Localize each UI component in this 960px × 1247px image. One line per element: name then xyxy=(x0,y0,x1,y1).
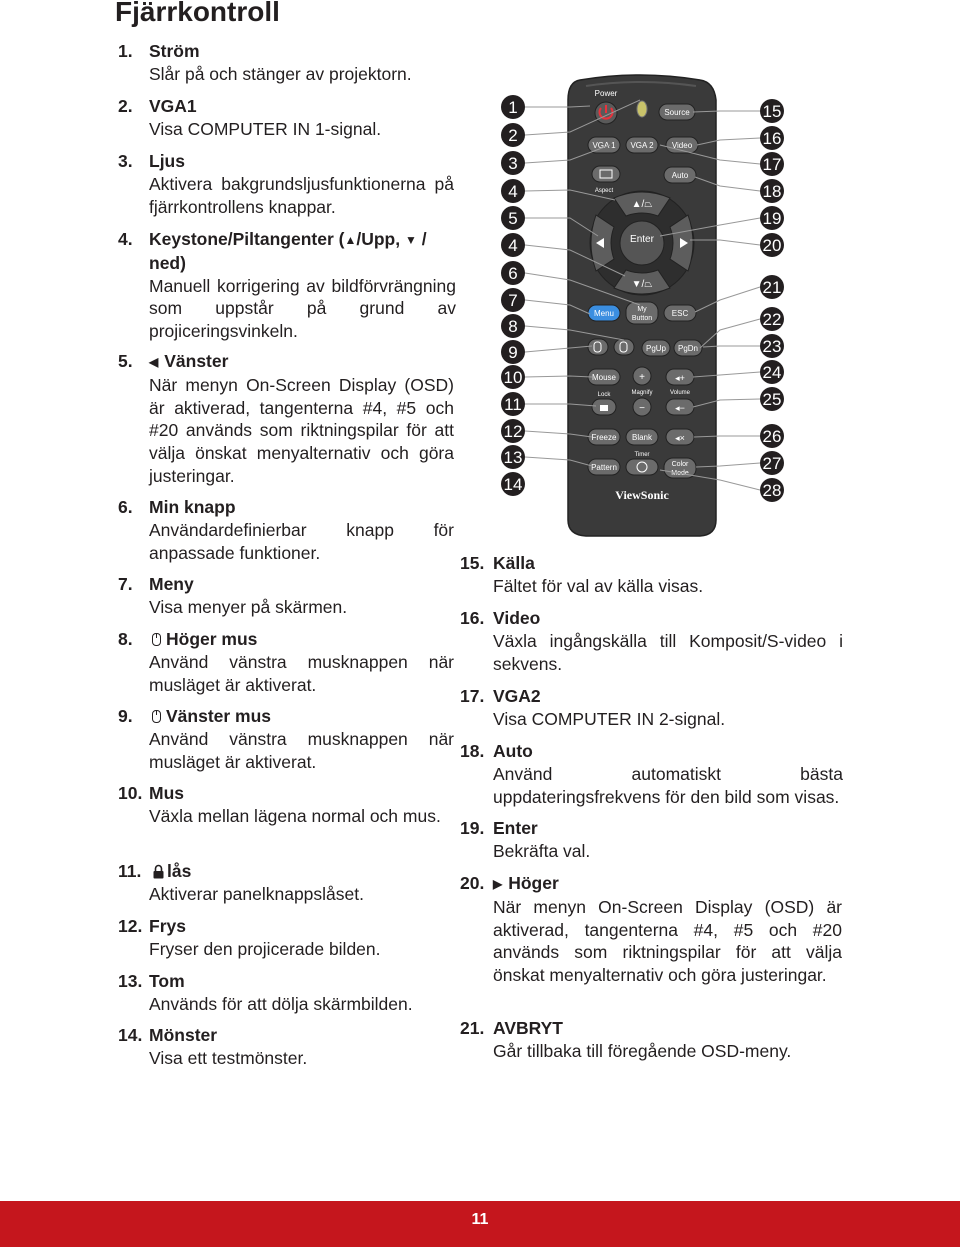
item-number: 1. xyxy=(118,41,133,61)
color-mode-label-2: Mode xyxy=(671,470,689,477)
item-6 xyxy=(118,496,458,564)
item-5 xyxy=(118,350,458,488)
item-number: 2. xyxy=(118,96,133,116)
item-number: 7. xyxy=(118,574,133,594)
callout-right-number: 24 xyxy=(762,363,782,382)
vga2-label: VGA 2 xyxy=(630,141,654,150)
item-number: 9. xyxy=(118,706,133,726)
item-title: Frys xyxy=(149,916,186,936)
power-label: Power xyxy=(594,89,618,98)
item-title: Min knapp xyxy=(149,497,236,517)
item-title-part: /Upp, xyxy=(356,229,405,249)
item-21 xyxy=(460,1017,850,1063)
item-title: VGA1 xyxy=(149,96,197,116)
item-number: 6. xyxy=(118,497,133,517)
item-14 xyxy=(118,1024,458,1070)
callout-left-number: 11 xyxy=(504,395,522,414)
item-19 xyxy=(460,817,850,863)
callout-right-number: 21 xyxy=(762,278,782,297)
callout-left-number: 7 xyxy=(508,291,518,310)
callout-right-number: 19 xyxy=(762,209,782,228)
item-desc: Visa ett testmönster. xyxy=(149,1047,308,1068)
callout-right-number: 23 xyxy=(762,337,782,356)
item-number: 4. xyxy=(118,229,133,249)
page-title: Fjärrkontroll xyxy=(115,0,280,27)
item-3 xyxy=(118,150,458,218)
callout-right-number: 25 xyxy=(762,390,782,409)
pgdn-label: PgDn xyxy=(677,344,699,353)
item-desc: Växla ingångskälla till Komposit/S-video i sekvens. xyxy=(493,630,843,674)
item-10 xyxy=(118,782,458,828)
item-desc: När menyn On-Screen Display (OSD) är aktiverad, tangenterna #4, #5 och #20 används som riktningspilar för att välja önskat menyalternativ och göra justeringar. xyxy=(493,896,842,986)
item-title: Enter xyxy=(493,818,538,838)
mute-icon: ◂× xyxy=(675,433,685,443)
mouse-right-icon xyxy=(152,633,161,646)
item-title: Auto xyxy=(493,741,533,761)
item-title: Video xyxy=(493,608,541,628)
item-title: Ljus xyxy=(149,151,185,171)
callout-left-number: 6 xyxy=(508,264,518,283)
freeze-label: Freeze xyxy=(591,433,617,442)
magnify-plus-icon: + xyxy=(639,372,645,383)
item-16 xyxy=(460,607,850,675)
callout-right-number: 28 xyxy=(762,481,782,500)
triangle-left-icon: ◀ xyxy=(149,355,159,369)
blank-label: Blank xyxy=(631,433,653,442)
volume-down-icon: ◂− xyxy=(675,403,685,413)
callout-left-number: 1 xyxy=(508,98,518,117)
mouse-label: Mouse xyxy=(591,373,617,382)
item-title: Mönster xyxy=(149,1025,218,1045)
brand-logo: ViewSonic xyxy=(615,488,669,502)
item-desc: Använd vänstra musknappen när musläget är aktiverat. xyxy=(149,728,454,772)
item-title-part: Keystone/Piltangenter ( xyxy=(149,229,345,249)
item-title: Mus xyxy=(149,783,184,803)
item-number: 8. xyxy=(118,629,133,649)
callout-left-number: 4 xyxy=(508,236,518,255)
item-title: Vänster xyxy=(164,351,229,371)
esc-label: ESC xyxy=(671,309,689,318)
mouse-left-button xyxy=(588,339,608,355)
aspect-button xyxy=(592,166,620,182)
item-desc: Visa COMPUTER IN 2-signal. xyxy=(493,708,726,729)
right-callouts xyxy=(760,99,784,502)
item-desc: Manuell korrigering av bildförvrängning som uppstår på grund av projiceringsvinkeln. xyxy=(149,275,456,342)
callout-left-number: 9 xyxy=(508,343,518,362)
callout-right-number: 22 xyxy=(762,310,782,329)
item-number: 13. xyxy=(118,971,143,991)
left-callouts xyxy=(501,95,525,496)
item-number: 17. xyxy=(460,686,485,706)
mouse-left-icon xyxy=(152,710,161,723)
my-button-label-1: My xyxy=(637,306,647,313)
callout-left-number: 10 xyxy=(503,368,523,387)
item-number: 19. xyxy=(460,818,485,838)
item-title: Tom xyxy=(149,971,185,991)
vga1-label: VGA 1 xyxy=(592,141,616,150)
item-title: Ström xyxy=(149,41,200,61)
triangle-down-icon: ▼ xyxy=(404,233,417,247)
item-number: 12. xyxy=(118,916,143,936)
callout-right-number: 26 xyxy=(762,427,782,446)
item-title: lås xyxy=(167,861,192,881)
item-number: 14. xyxy=(118,1025,143,1045)
item-title: Vänster mus xyxy=(166,706,272,726)
item-title: Höger mus xyxy=(166,629,258,649)
footer-bar xyxy=(0,1201,960,1247)
item-17 xyxy=(460,685,850,731)
item-desc: Används för att dölja skärmbilden. xyxy=(149,993,413,1014)
remote-control-illustration xyxy=(495,62,795,542)
volume-up-icon: ◂+ xyxy=(675,373,685,383)
item-desc: Bekräfta val. xyxy=(493,840,591,861)
item-number: 20. xyxy=(460,873,485,893)
item-number: 16. xyxy=(460,608,485,628)
item-number: 10. xyxy=(118,783,143,803)
callout-right-number: 18 xyxy=(762,182,782,201)
item-13 xyxy=(118,970,458,1016)
callout-right-number: 16 xyxy=(762,129,782,148)
callout-right-number: 27 xyxy=(762,454,782,473)
callout-left-number: 2 xyxy=(508,126,518,145)
item-desc: Använd automatiskt bästa uppdateringsfrekvens för den bild som visas. xyxy=(493,763,843,807)
item-desc: Använd vänstra musknappen när musläget är aktiverat. xyxy=(149,651,454,695)
item-7 xyxy=(118,573,458,619)
item-desc: Visa COMPUTER IN 1-signal. xyxy=(149,118,382,139)
callout-right-number: 15 xyxy=(762,102,782,121)
item-desc: Fältet för val av källa visas. xyxy=(493,575,704,596)
timer-button xyxy=(626,459,658,475)
aspect-label: Aspect xyxy=(594,188,614,194)
item-number: 11. xyxy=(118,861,142,881)
item-9 xyxy=(118,705,458,773)
item-8 xyxy=(118,628,458,696)
item-title: Höger xyxy=(508,873,559,893)
auto-label: Auto xyxy=(671,171,689,180)
item-number: 21. xyxy=(460,1018,485,1038)
lock-icon xyxy=(152,864,165,879)
item-2 xyxy=(118,95,458,141)
item-number: 3. xyxy=(118,151,133,171)
menu-label: Menu xyxy=(593,309,615,318)
item-12 xyxy=(118,915,458,961)
source-label: Source xyxy=(664,108,690,117)
light-button xyxy=(637,101,647,117)
color-mode-label-1: Color xyxy=(671,461,689,468)
timer-label: Timer xyxy=(634,452,650,458)
callout-right-number: 17 xyxy=(762,155,782,174)
item-4 xyxy=(118,228,458,343)
mouse-right-button xyxy=(614,339,634,355)
item-title: Källa xyxy=(493,553,535,573)
item-desc: Visa menyer på skärmen. xyxy=(149,596,348,617)
item-11 xyxy=(118,860,458,906)
item-number: 15. xyxy=(460,553,485,573)
item-desc: Fryser den projicerade bilden. xyxy=(149,938,381,959)
magnify-label: Magnify xyxy=(631,390,653,396)
callout-left-number: 12 xyxy=(503,422,523,441)
item-20 xyxy=(460,872,850,987)
item-desc: När menyn On-Screen Display (OSD) är aktiverad, tangenterna #4, #5 och #20 används som riktningspilar för att välja önskat menyalternativ och göra justeringar. xyxy=(149,374,454,486)
lock-icon xyxy=(600,405,608,411)
keystone-up-label: ▲/⏢ xyxy=(631,199,653,210)
callout-left-number: 13 xyxy=(503,448,523,467)
callout-right-number: 20 xyxy=(762,236,782,255)
triangle-right-icon: ▶ xyxy=(493,877,503,891)
item-desc: Växla mellan lägena normal och mus. xyxy=(149,805,441,826)
item-desc: Går tillbaka till föregående OSD-meny. xyxy=(493,1040,792,1061)
item-desc: Användardefinierbar knapp för anpassade funktioner. xyxy=(149,519,454,563)
item-15 xyxy=(460,552,850,598)
pattern-label: Pattern xyxy=(591,463,617,472)
item-desc: Slår på och stänger av projektorn. xyxy=(149,63,412,84)
item-desc: Aktiverar panelknappslåset. xyxy=(149,883,364,904)
item-1 xyxy=(118,40,458,86)
callout-left-number: 3 xyxy=(508,154,518,173)
item-title: VGA2 xyxy=(493,686,541,706)
item-title-part: / ned) xyxy=(149,229,427,273)
triangle-up-icon: ▲ xyxy=(344,233,357,247)
item-title: Meny xyxy=(149,574,194,594)
item-number: 18. xyxy=(460,741,485,761)
enter-label: Enter xyxy=(630,234,654,245)
item-desc: Aktivera bakgrundsljusfunktionerna på fjärrkontrollens knappar. xyxy=(149,173,454,217)
video-label: Video xyxy=(671,141,693,150)
keystone-down-label: ▼/⏢ xyxy=(631,279,653,290)
page-number: 11 xyxy=(471,1211,489,1228)
volume-label: Volume xyxy=(669,390,691,396)
magnify-minus-icon: − xyxy=(639,403,645,414)
callout-left-number: 4 xyxy=(508,182,518,201)
callout-left-number: 14 xyxy=(503,475,523,494)
lock-label: Lock xyxy=(597,392,611,398)
pgup-label: PgUp xyxy=(645,344,667,353)
callout-left-number: 8 xyxy=(508,317,518,336)
callout-left-number: 5 xyxy=(508,209,518,228)
item-number: 5. xyxy=(118,351,133,371)
item-18 xyxy=(460,740,850,808)
my-button-label-2: Button xyxy=(631,315,653,322)
item-title: AVBRYT xyxy=(493,1018,563,1038)
